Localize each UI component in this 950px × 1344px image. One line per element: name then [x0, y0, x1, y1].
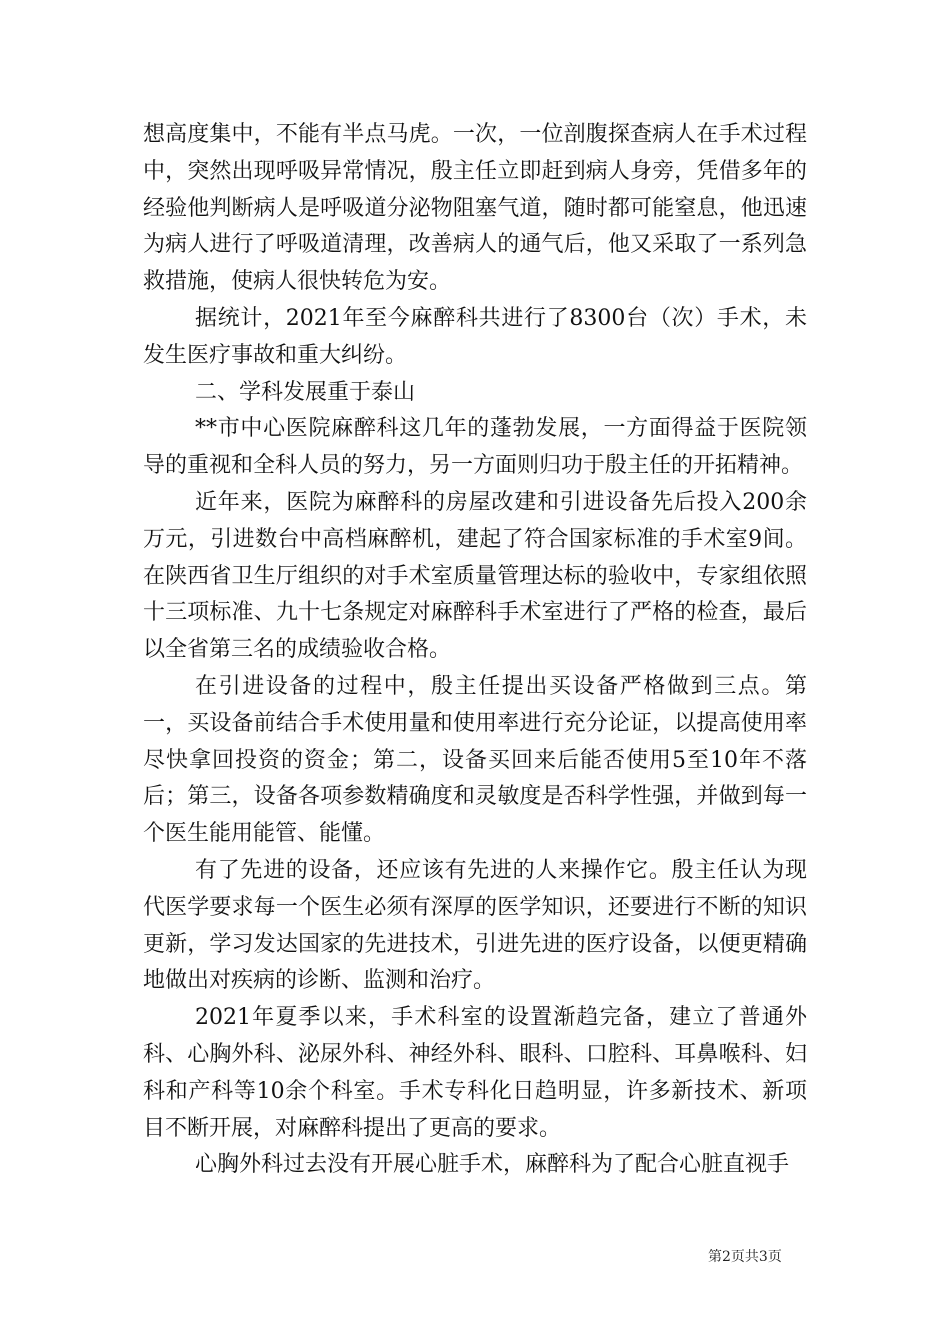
page-number: 第2页共3页	[708, 1249, 782, 1265]
paragraph-statistics: 据统计，2021年至今麻醉科共进行了8300台（次）手术，未发生医疗事故和重大纠纷。	[143, 305, 807, 368]
paragraph-equipment: 在引进设备的过程中，殷主任提出买设备严格做到三点。第一，买设备前结合手术使用量和使用率进行充分论证，以提高使用率尽快拿回投资的资金；第二，设备买回来后能否使用5至10年不落后；第三，设备各项参数精确度和灵敏度是否科学性强，并做到每一个医生能用能管、能懂。	[143, 673, 807, 847]
paragraph-investment: 近年来，医院为麻醉科的房屋改建和引进设备先后投入200余万元，引进数台中高档麻醉机，建起了符合国家标准的手术室9间。在陕西省卫生厅组织的对手术室质量管理达标的验收中，专家组依照十三项标准、九十七条规定对麻醉科手术室进行了严格的检查，最后以全省第三名的成绩验收合格。	[143, 489, 807, 663]
paragraph-continuation: 想高度集中，不能有半点马虎。一次，一位剖腹探查病人在手术过程中，突然出现呼吸异常情况，殷主任立即赶到病人身旁，凭借多年的经验他判断病人是呼吸道分泌物阻塞气道，随时都可能窒息，他迅速为病人进行了呼吸道清理，改善病人的通气后，他又采取了一系列急救措施，使病人很快转危为安。	[143, 122, 807, 295]
document-body	[143, 117, 807, 1184]
paragraph-cardiac: 心胸外科过去没有开展心脏手术，麻醉科为了配合心脏直视手	[195, 1152, 790, 1178]
paragraph-personnel: 有了先进的设备，还应该有先进的人来操作它。殷主任认为现代医学要求每一个医生必须有深厚的医学知识，还要进行不断的知识更新，学习发达国家的先进技术，引进先进的医疗设备，以便更精确地做出对疾病的诊断、监测和治疗。	[143, 857, 807, 994]
paragraph-departments: 2021年夏季以来，手术科室的设置渐趋完备，建立了普通外科、心胸外科、泌尿外科、神经外科、眼科、口腔科、耳鼻喉科、妇科和产科等10余个科室。手术专科化日趋明显，许多新技术、新项目不断开展，对麻醉科提出了更高的要求。	[143, 1005, 807, 1141]
section-heading: 二、学科发展重于泰山	[195, 379, 416, 405]
paragraph-development: **市中心医院麻醉科这几年的蓬勃发展，一方面得益于医院领导的重视和全科人员的努力，另一方面则归功于殷主任的开拓精神。	[143, 416, 807, 479]
